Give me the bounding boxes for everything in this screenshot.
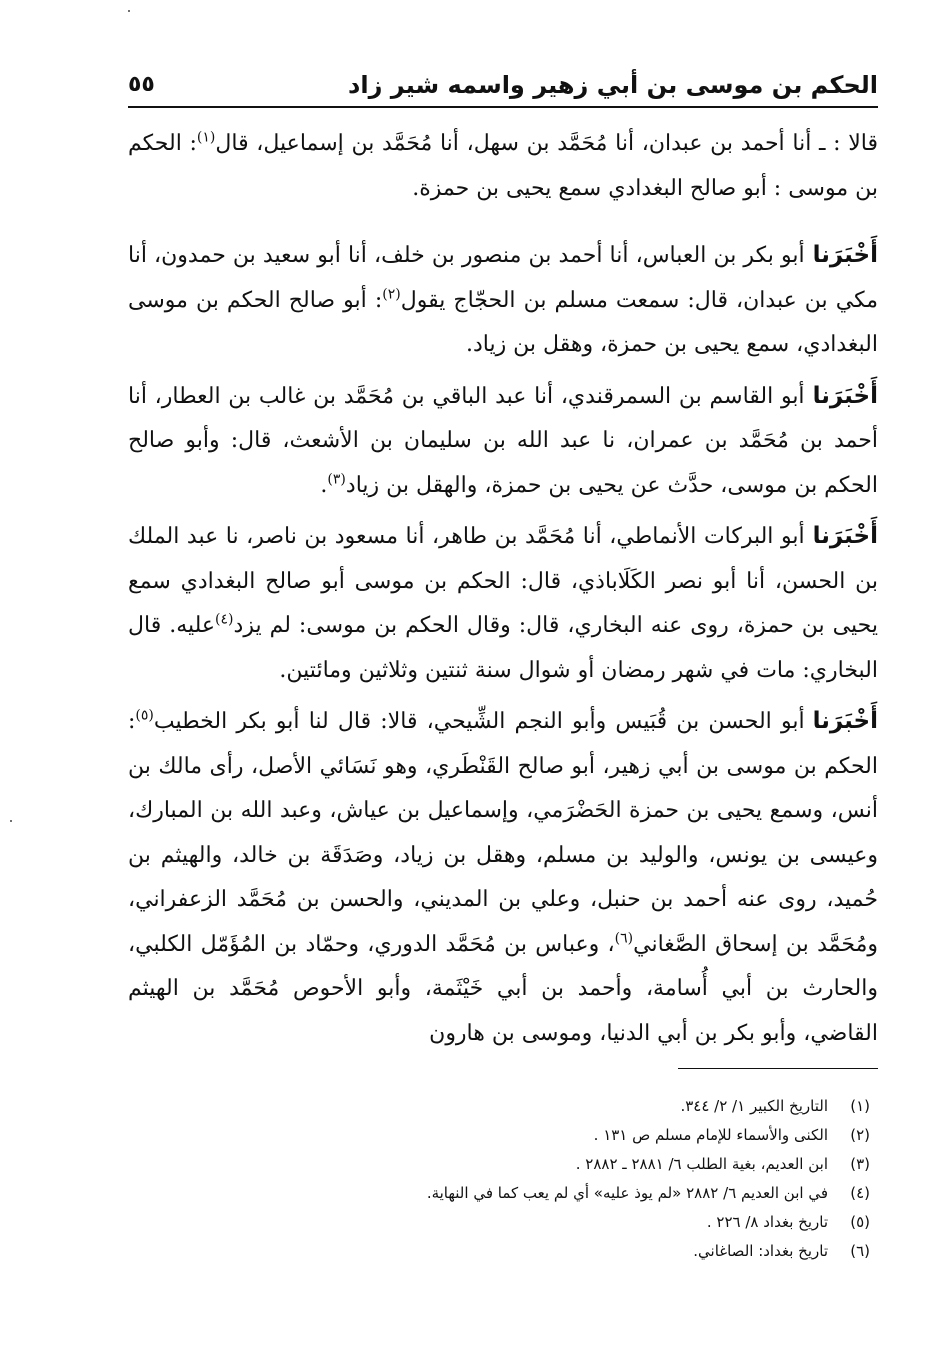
paragraph-text: أبو بكر بن العباس، أنا أحمد بن منصور بن خلف، أنا أبو سعيد بن حمدون، أنا مكي بن عبدان، قال: سمعت مسلم بن الحجّاج يقول <box>128 243 878 313</box>
footnote-text: تاريخ بغداد ٨/ ٢٢٦ . <box>706 1213 828 1231</box>
paragraph <box>128 374 878 509</box>
paragraph <box>128 122 878 211</box>
paragraph <box>128 233 878 368</box>
paragraph <box>128 699 878 1056</box>
paragraph-text: : أبو صالح الحكم بن موسى البغدادي، سمع يحيى بن حمزة، وهقل بن زياد. <box>128 287 878 357</box>
paragraph <box>128 514 878 693</box>
paragraph-lead-word: أَخْبَرَنا <box>812 523 878 549</box>
header-title: الحكم بن موسى بن أبي زهير واسمه شير زاد <box>348 71 878 99</box>
main-text <box>128 122 878 1056</box>
running-header <box>128 62 878 108</box>
footnote-number: (٤) <box>850 1184 870 1202</box>
scan-speck <box>10 820 12 822</box>
footnote-item <box>128 1092 870 1121</box>
footnote-number: (٥) <box>850 1213 870 1231</box>
footnote-item <box>128 1208 870 1237</box>
paragraph-text: أبو البركات الأنماطي، أنا مُحَمَّد بن طاهر، أنا مسعود بن ناصر، نا عبد الملك بن الحسن، أنا أبو نصر الكَلَاباذي، قال: الحكم بن موسى أبو صالح البغدادي سمع يحيى بن حمزة، روى عنه البخاري، قال: وقال الحكم بن موسى: لم يزد <box>128 524 878 638</box>
footnote-text: التاريخ الكبير ١/ ٢/ ٣٤٤. <box>680 1097 828 1115</box>
paragraph-text: : الحكم بن موسى بن أبي زهير، أبو صالح القَنْطَري، وهو نَسَائي الأصل، رأى مالك بن أنس، وسمع يحيى بن حمزة الحَضْرَمي، وإسماعيل بن عياش، وعبد الله بن المبارك، وعيسى بن يونس، والوليد بن مسلم، وهقل بن زياد، وصَدَقَة بن خالد، والهيثم بن حُميد، روى عنه أحمد بن حنبل، وعلي بن المديني، والحسن بن مُحَمَّد الزعفراني، ومُحَمَّد بن إسحاق الصَّغاني <box>128 709 879 957</box>
paragraph-text: : الحكم بن موسى : أبو صالح البغدادي سمع يحيى بن حمزة. <box>128 131 878 201</box>
footnote-ref[interactable]: (٢) <box>382 286 401 303</box>
footnote-item <box>128 1150 870 1179</box>
footnote-text: الكنى والأسماء للإمام مسلم ص ١٣١ . <box>593 1126 828 1144</box>
footnote-item <box>128 1121 870 1150</box>
paragraph-text: عليه. قال البخاري: مات في شهر رمضان أو شوال سنة ثنتين وثلاثين ومائتين. <box>128 613 878 683</box>
footnote-number: (٦) <box>850 1242 870 1260</box>
footnote-ref[interactable]: (٦) <box>614 930 634 947</box>
paragraph-lead-word: أَخْبَرَنا <box>812 708 878 734</box>
paragraph-text: قالا : ـ أنا أحمد بن عبدان، أنا مُحَمَّد بن سهل، أنا مُحَمَّد بن إسماعيل، قال <box>215 131 878 156</box>
footnote-item <box>128 1179 870 1208</box>
footnote-ref[interactable]: (٣) <box>327 471 346 488</box>
paragraph-text: ، وعباس بن مُحَمَّد الدوري، وحمّاد بن المُؤَمّل الكلبي، والحارث بن أبي أُسامة، وأحمد بن أبي خَيْثَمة، وأبو الأحوص مُحَمَّد بن الهيثم القاضي، وأبو بكر بن أبي الدنيا، وموسى بن هارون <box>128 931 878 1046</box>
footnote-divider <box>678 1068 878 1069</box>
footnote-ref[interactable]: (٥) <box>135 707 154 724</box>
footnote-text: في ابن العديم ٦/ ٢٨٨٢ «لم يوذ عليه» أي لم يعب كما في النهاية. <box>426 1184 828 1202</box>
footnote-number: (٣) <box>850 1155 870 1173</box>
paragraph-text: أبو القاسم بن السمرقندي، أنا عبد الباقي بن مُحَمَّد بن غالب بن العطار، أنا أحمد بن مُحَمَّد بن عمران، نا عبد الله بن سليمان بن الأشعث، قال: وأبو صالح الحكم بن موسى، حدَّث عن يحيى بن حمزة، والهقل بن زياد <box>128 383 878 498</box>
scan-speck <box>128 10 130 12</box>
footnote-ref[interactable]: (١) <box>196 129 216 146</box>
footnotes <box>128 1092 870 1266</box>
footnote-text: تاريخ بغداد: الصاغاني. <box>693 1242 828 1260</box>
paragraph-lead-word: أَخْبَرَنا <box>812 382 878 409</box>
footnote-item <box>128 1237 870 1266</box>
page-number: ٥٥ <box>128 72 155 97</box>
paragraph-text: أبو الحسن بن قُبَيس وأبو النجم الشِّيحي، قالا: قال لنا أبو بكر الخطيب <box>153 709 805 734</box>
footnote-number: (٢) <box>850 1126 870 1144</box>
footnote-text: ابن العديم، بغية الطلب ٦/ ٢٨٨١ ـ ٢٨٨٢ . <box>575 1155 828 1173</box>
footnote-number: (١) <box>850 1097 870 1115</box>
footnote-ref[interactable]: (٤) <box>215 611 234 628</box>
paragraph-lead-word: أَخْبَرَنا <box>812 242 878 268</box>
paragraph-text: . <box>320 472 328 498</box>
